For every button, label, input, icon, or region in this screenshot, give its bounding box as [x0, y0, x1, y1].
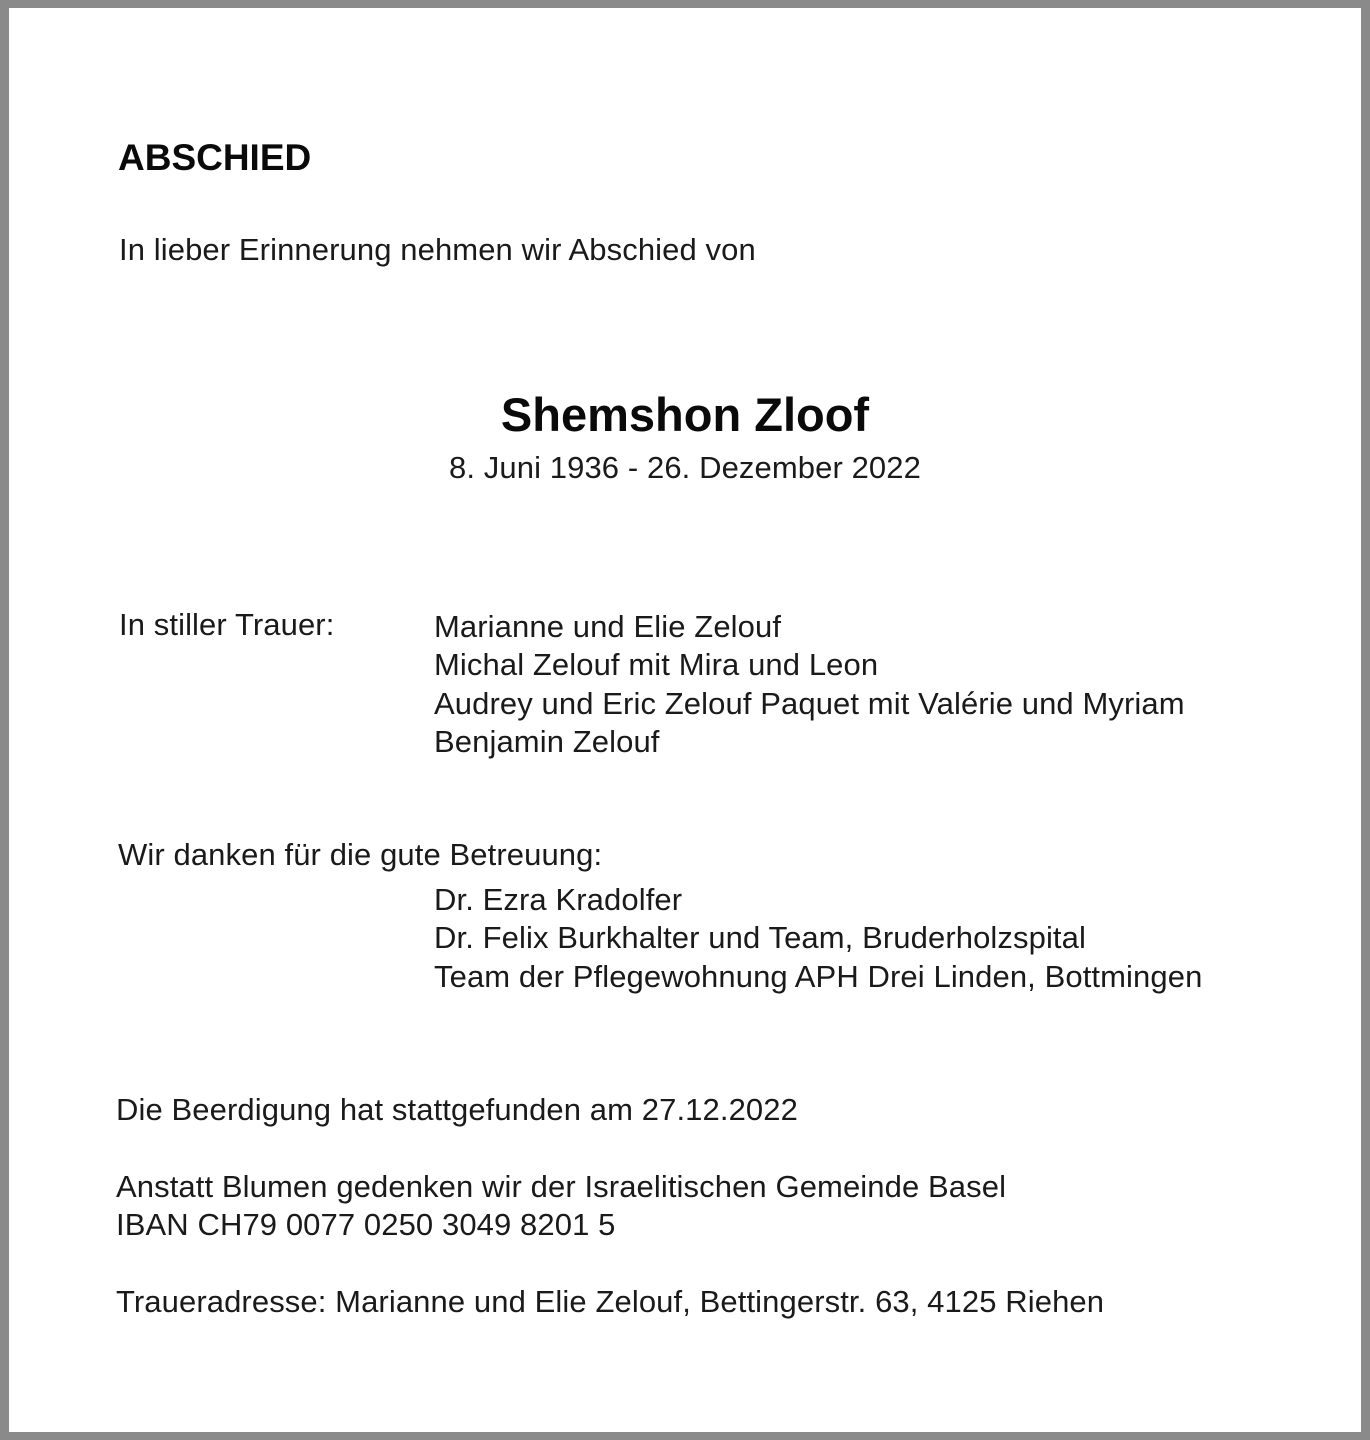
thanks-label: Wir danken für die gute Betreuung: — [118, 837, 603, 872]
mourners-label: In stiller Trauer: — [119, 607, 335, 642]
mourning-address: Traueradresse: Marianne und Elie Zelouf, Bettingerstr. 63, 4125 Riehen — [116, 1284, 1105, 1319]
mourner-name: Michal Zelouf mit Mira und Leon — [434, 647, 879, 683]
mourner-name: Marianne und Elie Zelouf — [434, 609, 782, 644]
obituary-page — [9, 8, 1361, 1432]
deceased-name: Shemshon Zloof — [500, 388, 870, 441]
mourner-name: Audrey und Eric Zelouf Paquet mit Valérie und Myriam — [434, 685, 1185, 721]
donation-text: Anstatt Blumen gedenken wir der Israelitischen Gemeinde Basel — [116, 1169, 1007, 1204]
funeral-notice: Die Beerdigung hat stattgefunden am 27.12.2022 — [116, 1092, 798, 1127]
donation-iban: IBAN CH79 0077 0250 3049 8201 5 — [116, 1207, 616, 1242]
mourners-list — [434, 608, 1185, 761]
thanks-name: Dr. Felix Burkhalter und Team, Bruderholzspital — [434, 920, 1086, 956]
deceased-dates: 8. Juni 1936 - 26. Dezember 2022 — [449, 450, 921, 485]
mourner-name: Benjamin Zelouf — [434, 723, 660, 759]
page-heading: ABSCHIED — [118, 137, 312, 178]
thanks-name: Team der Pflegewohnung APH Drei Linden, Bottmingen — [434, 958, 1203, 994]
thanks-name: Dr. Ezra Kradolfer — [434, 882, 683, 917]
thanks-list — [434, 881, 1202, 996]
intro-text: In lieber Erinnerung nehmen wir Abschied von — [119, 232, 756, 267]
